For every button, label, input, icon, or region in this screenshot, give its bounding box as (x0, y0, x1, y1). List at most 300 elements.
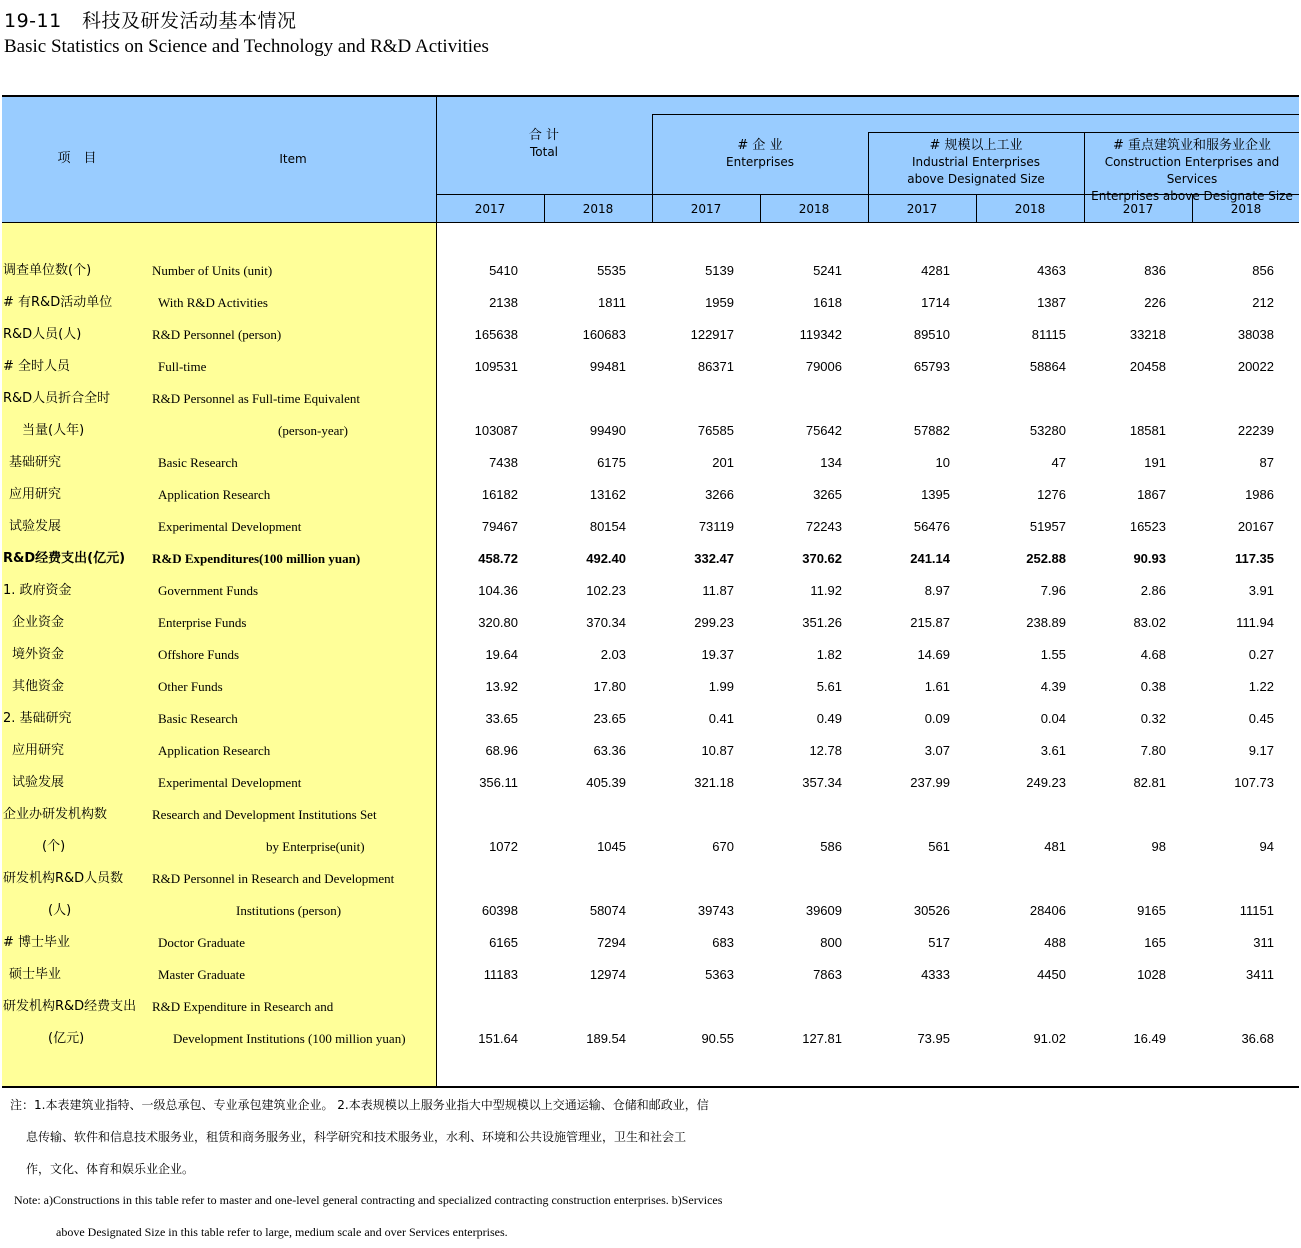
row-value: 370.34 (586, 615, 626, 630)
table-row (0, 767, 1301, 799)
row-value: 30526 (913, 903, 950, 918)
row-value: 3265 (813, 487, 842, 502)
header-item-cn: 项 目 (57, 151, 97, 166)
row-value (850, 863, 950, 895)
row-value: 458.72 (478, 551, 518, 566)
row-value: 81115 (1031, 327, 1066, 342)
row-label-cn: 企业资金 (12, 615, 65, 630)
row-value: 311 (1253, 935, 1274, 950)
row-value: 11183 (483, 967, 518, 982)
row-value (966, 799, 1066, 831)
row-value: 0.45 (1248, 711, 1274, 726)
row-value (526, 991, 626, 1023)
table-row (0, 287, 1301, 319)
header-top-rule (2, 95, 1299, 97)
row-value: 561 (928, 839, 950, 854)
row-label-en: Development Institutions (100 million yuan) (173, 1031, 406, 1046)
row-value: 3.61 (1040, 743, 1066, 758)
table-row (0, 479, 1301, 511)
row-label-cn: # 博士毕业 (3, 935, 71, 950)
row-value: 12.78 (809, 743, 842, 758)
row-value: 11151 (1239, 903, 1274, 918)
header-group-enterprises: # 企 业 Enterprises (726, 138, 794, 169)
row-value (1174, 991, 1274, 1023)
header-item-en: Item (279, 152, 307, 166)
row-value: 5363 (705, 967, 734, 982)
row-value: 6165 (489, 935, 518, 950)
row-label-en: Other Funds (158, 679, 223, 694)
row-value (1066, 799, 1166, 831)
row-value: 107.73 (1234, 775, 1274, 790)
table-row (0, 1023, 1301, 1055)
row-value: 405.39 (586, 775, 626, 790)
row-value: 1028 (1137, 967, 1166, 982)
row-value: 19.37 (701, 647, 734, 662)
table-title-cn (4, 6, 297, 33)
row-value: 98 (1151, 839, 1166, 854)
row-value: 11.92 (810, 583, 842, 598)
row-value: 4363 (1037, 263, 1066, 278)
row-value: 103087 (474, 423, 518, 438)
row-value: 18581 (1129, 423, 1166, 438)
row-value: 321.18 (694, 775, 734, 790)
row-value (634, 863, 734, 895)
note-en-line-1: Note: a)Constructions in this table refer to master and one-level general contracting and specialized contracting construction enterprises. b)Services (14, 1193, 723, 1207)
row-value: 3266 (705, 487, 734, 502)
row-label-en: Application Research (158, 743, 271, 758)
row-value: 836 (1144, 263, 1166, 278)
table-row (0, 383, 1301, 415)
header-year: 2017 (1122, 202, 1154, 216)
row-value: 1.55 (1040, 647, 1066, 662)
row-value: 11.87 (702, 583, 734, 598)
row-value: 122917 (690, 327, 734, 342)
row-value: 351.26 (802, 615, 842, 630)
row-value: 9165 (1137, 903, 1166, 918)
row-value: 165 (1144, 935, 1166, 950)
header-year: 2018 (798, 202, 830, 216)
row-label-cn: 其他资金 (12, 679, 65, 694)
row-value: 10.87 (701, 743, 734, 758)
row-value: 109531 (474, 359, 518, 374)
row-value: 51957 (1029, 519, 1066, 534)
row-value: 76585 (697, 423, 734, 438)
row-value: 4.39 (1040, 679, 1066, 694)
row-value: 91.02 (1033, 1031, 1066, 1046)
row-value: 10 (935, 455, 950, 470)
row-value (1174, 383, 1274, 415)
row-value: 73119 (698, 519, 734, 534)
row-value: 47 (1051, 455, 1066, 470)
row-value (966, 863, 1066, 895)
row-value: 83.02 (1133, 615, 1166, 630)
row-value: 1072 (489, 839, 518, 854)
row-value: 99481 (589, 359, 626, 374)
row-value: 1986 (1245, 487, 1274, 502)
row-value (1174, 799, 1274, 831)
row-value: 1811 (598, 295, 626, 310)
table-row (0, 607, 1301, 639)
row-value: 16523 (1129, 519, 1166, 534)
row-value: 7863 (813, 967, 842, 982)
row-label-cn: 研发机构R&D经费支出 (3, 999, 137, 1014)
row-value: 23.65 (593, 711, 626, 726)
row-value: 3411 (1246, 967, 1274, 982)
row-value: 104.36 (478, 583, 518, 598)
row-label-en: With R&D Activities (158, 295, 268, 310)
row-value: 1867 (1137, 487, 1166, 502)
row-label-en: Offshore Funds (158, 647, 240, 662)
row-value: 481 (1044, 839, 1066, 854)
row-value: 89510 (913, 327, 950, 342)
row-value: 237.99 (910, 775, 950, 790)
row-value: 683 (712, 935, 734, 950)
header-year: 2017 (474, 202, 506, 216)
row-label-cn: (个) (42, 839, 66, 854)
table-row (0, 319, 1301, 351)
row-value: 13162 (589, 487, 626, 502)
row-value: 670 (712, 839, 734, 854)
table-row (0, 255, 1301, 287)
row-value: 56476 (913, 519, 950, 534)
row-value: 1.61 (924, 679, 950, 694)
row-value: 20022 (1237, 359, 1274, 374)
row-label-cn: 当量(人年) (22, 423, 85, 438)
row-value: 16182 (481, 487, 518, 502)
row-label-cn: 试验发展 (12, 775, 65, 790)
row-value: 212 (1252, 295, 1274, 310)
row-value (742, 863, 842, 895)
row-value: 1959 (705, 295, 734, 310)
row-label-en: R&D Expenditures(100 million yuan) (152, 551, 361, 566)
row-value: 28406 (1029, 903, 1066, 918)
header-rule (868, 132, 1299, 133)
row-value: 1618 (813, 295, 842, 310)
table-row (0, 991, 1301, 1023)
row-value: 299.23 (694, 615, 734, 630)
row-value: 87 (1259, 455, 1274, 470)
table-title-cn-text: 科技及研发活动基本情况 (82, 10, 297, 32)
table-row (0, 447, 1301, 479)
row-value: 856 (1252, 263, 1274, 278)
row-label-cn: R&D人员(人) (3, 327, 82, 342)
row-value: 9.17 (1248, 743, 1274, 758)
row-value: 4333 (921, 967, 950, 982)
header-group-industrial: # 规模以上工业 Industrial Enterprises above Designated Size (907, 138, 1045, 186)
header-year: 2018 (1230, 202, 1262, 216)
row-label-cn: (亿元) (48, 1031, 85, 1046)
row-value: 320.80 (478, 615, 518, 630)
row-value: 7.80 (1140, 743, 1166, 758)
row-value (742, 383, 842, 415)
row-label-en: R&D Personnel in Research and Development (152, 871, 395, 886)
row-value: 22239 (1237, 423, 1274, 438)
row-value: 356.11 (479, 775, 518, 790)
table-row (0, 927, 1301, 959)
row-value: 586 (820, 839, 842, 854)
header-year: 2017 (690, 202, 722, 216)
row-value (634, 991, 734, 1023)
table-number: 19-11 (4, 10, 62, 32)
row-value: 58864 (1029, 359, 1066, 374)
row-value (418, 991, 518, 1023)
row-value: 488 (1044, 935, 1066, 950)
row-value: 1714 (921, 295, 950, 310)
row-value: 39743 (697, 903, 734, 918)
row-value: 492.40 (586, 551, 626, 566)
row-value (966, 383, 1066, 415)
row-value: 201 (712, 455, 734, 470)
header-year: 2017 (906, 202, 938, 216)
row-value: 117.35 (1234, 551, 1274, 566)
row-value: 94 (1259, 839, 1274, 854)
row-value: 73.95 (917, 1031, 950, 1046)
row-label-cn: # 全时人员 (3, 359, 71, 374)
row-value: 2.03 (600, 647, 626, 662)
row-label-en: Experimental Development (158, 775, 302, 790)
row-value: 7438 (489, 455, 518, 470)
row-value: 1.99 (708, 679, 734, 694)
table-row (0, 799, 1301, 831)
row-value: 5139 (705, 263, 734, 278)
table-row (0, 831, 1301, 863)
row-value: 13.92 (485, 679, 518, 694)
table-row (0, 863, 1301, 895)
row-value: 5241 (813, 263, 842, 278)
row-value (850, 991, 950, 1023)
row-value: 102.23 (586, 583, 626, 598)
row-value: 5535 (597, 263, 626, 278)
note-cn-line-1: 注：1.本表建筑业指特、一级总承包、专业承包建筑业企业。 2.本表规模以上服务业指大中型规模以上交通运输、仓储和邮政业，信 (10, 1098, 709, 1112)
row-value (418, 799, 518, 831)
row-value: 0.27 (1248, 647, 1274, 662)
row-value (418, 863, 518, 895)
row-value: 151.64 (478, 1031, 518, 1046)
row-value: 75642 (805, 423, 842, 438)
row-value (850, 799, 950, 831)
row-value: 0.32 (1140, 711, 1166, 726)
header-year: 2018 (582, 202, 614, 216)
row-value: 16.49 (1133, 1031, 1166, 1046)
row-value: 79467 (481, 519, 518, 534)
row-value: 127.81 (802, 1031, 842, 1046)
table-row (0, 511, 1301, 543)
table-row (0, 895, 1301, 927)
row-label-cn: 2. 基础研究 (3, 711, 72, 726)
row-value (526, 383, 626, 415)
row-value: 0.41 (708, 711, 734, 726)
row-value: 249.23 (1026, 775, 1066, 790)
row-label-cn: (人) (48, 903, 72, 918)
row-label-en: Basic Research (158, 455, 238, 470)
row-value: 90.93 (1133, 551, 1166, 566)
row-label-cn: 应用研究 (12, 743, 65, 758)
row-value (1066, 991, 1166, 1023)
row-label-cn: # 有R&D活动单位 (3, 295, 113, 310)
row-value: 134 (820, 455, 842, 470)
row-value: 36.68 (1241, 1031, 1274, 1046)
row-value: 68.96 (485, 743, 518, 758)
row-value (526, 863, 626, 895)
row-value: 191 (1144, 455, 1166, 470)
row-value: 7294 (597, 935, 626, 950)
row-value: 3.07 (924, 743, 950, 758)
row-value: 1387 (1037, 295, 1066, 310)
row-value: 38038 (1237, 327, 1274, 342)
row-value: 80154 (589, 519, 626, 534)
table-row (0, 543, 1301, 575)
row-value: 60398 (481, 903, 518, 918)
row-label-cn: 硕士毕业 (9, 967, 62, 982)
table-row (0, 415, 1301, 447)
row-value: 58074 (589, 903, 626, 918)
row-value: 215.87 (910, 615, 950, 630)
row-value: 1395 (921, 487, 950, 502)
note-cn-line-3: 作，文化、体育和娱乐业企业。 (26, 1162, 195, 1176)
row-value (850, 383, 950, 415)
header-group-total: 合 计 Total (528, 128, 560, 159)
row-value (418, 383, 518, 415)
row-value: 14.69 (917, 647, 950, 662)
row-value (1066, 383, 1166, 415)
row-label-en: Master Graduate (158, 967, 245, 982)
row-value: 33218 (1129, 327, 1166, 342)
row-value (634, 799, 734, 831)
row-value: 241.14 (910, 551, 950, 566)
row-value: 800 (820, 935, 842, 950)
row-value: 0.09 (924, 711, 950, 726)
row-value (1174, 863, 1274, 895)
row-value: 86371 (697, 359, 734, 374)
row-label-en: R&D Expenditure in Research and (152, 999, 334, 1014)
row-value: 0.49 (816, 711, 842, 726)
row-value: 65793 (913, 359, 950, 374)
row-value: 2138 (489, 295, 518, 310)
row-value: 53280 (1029, 423, 1066, 438)
table-row (0, 639, 1301, 671)
row-value: 19.64 (485, 647, 518, 662)
row-value: 1045 (597, 839, 626, 854)
row-value (634, 383, 734, 415)
row-value: 5410 (489, 263, 518, 278)
row-value (742, 991, 842, 1023)
row-label-cn: 基础研究 (9, 455, 62, 470)
table-row (0, 735, 1301, 767)
row-value (1066, 863, 1166, 895)
row-value: 1.22 (1248, 679, 1274, 694)
row-value: 6175 (597, 455, 626, 470)
table-row (0, 575, 1301, 607)
table-title-en: Basic Statistics on Science and Technology and R&D Activities (4, 36, 489, 57)
row-value (526, 799, 626, 831)
row-label-en: R&D Personnel (person) (152, 327, 282, 342)
table-row (0, 671, 1301, 703)
row-value: 5.61 (816, 679, 842, 694)
table-row (0, 959, 1301, 991)
row-value: 82.81 (1133, 775, 1166, 790)
row-label-en: Full-time (158, 359, 207, 374)
row-label-cn: 境外资金 (12, 647, 65, 662)
row-value: 119342 (799, 327, 842, 342)
row-value: 8.97 (924, 583, 950, 598)
row-value: 63.36 (593, 743, 626, 758)
row-label-en: Doctor Graduate (158, 935, 245, 950)
row-label-en: Government Funds (158, 583, 259, 598)
row-value: 2.86 (1140, 583, 1166, 598)
table-row (0, 703, 1301, 735)
row-value: 517 (928, 935, 950, 950)
row-value (742, 799, 842, 831)
row-label-en: Basic Research (158, 711, 238, 726)
header-year: 2018 (1014, 202, 1046, 216)
note-en-line-2: above Designated Size in this table refer to large, medium scale and over Services enterprises. (56, 1225, 508, 1239)
row-label-en: Enterprise Funds (158, 615, 247, 630)
row-label-cn: 研发机构R&D人员数 (3, 871, 124, 886)
table-bottom-rule (2, 1086, 1299, 1088)
note-cn-line-2: 息传输、软件和信息技术服务业，租赁和商务服务业，科学研究和技术服务业，水利、环境和公共设施管理业，卫生和社会工 (26, 1130, 687, 1144)
row-value: 20167 (1237, 519, 1274, 534)
row-value: 99490 (589, 423, 626, 438)
row-value: 1276 (1037, 487, 1066, 502)
row-label-cn: 试验发展 (9, 519, 62, 534)
row-value: 39609 (805, 903, 842, 918)
row-value: 252.88 (1026, 551, 1066, 566)
row-value: 72243 (805, 519, 842, 534)
row-value: 165638 (474, 327, 518, 342)
row-value: 4450 (1037, 967, 1066, 982)
row-value: 79006 (805, 359, 842, 374)
row-value: 4.68 (1140, 647, 1166, 662)
row-label-cn: R&D人员折合全时 (3, 391, 111, 406)
row-value: 20458 (1129, 359, 1166, 374)
row-value: 1.82 (816, 647, 842, 662)
row-value: 0.04 (1040, 711, 1066, 726)
row-value: 357.34 (802, 775, 842, 790)
row-value: 57882 (913, 423, 950, 438)
row-value: 189.54 (586, 1031, 626, 1046)
row-value: 226 (1144, 295, 1166, 310)
row-value: 332.47 (694, 551, 734, 566)
row-value: 90.55 (701, 1031, 734, 1046)
table-row (0, 351, 1301, 383)
row-value: 160683 (582, 327, 626, 342)
row-value (966, 991, 1066, 1023)
row-value: 370.62 (802, 551, 842, 566)
row-label-en: (person-year) (278, 423, 349, 438)
row-label-cn: 1. 政府资金 (3, 583, 72, 598)
row-value: 33.65 (485, 711, 518, 726)
row-label-cn: 调查单位数(个) (3, 263, 92, 278)
row-value: 17.80 (593, 679, 626, 694)
row-value: 12974 (589, 967, 626, 982)
row-value: 4281 (921, 263, 950, 278)
row-label-en: R&D Personnel as Full-time Equivalent (152, 391, 360, 406)
row-value: 111.94 (1236, 615, 1274, 630)
row-label-cn: R&D经费支出(亿元) (3, 551, 126, 566)
row-label-en: Research and Development Institutions Set (152, 807, 377, 822)
row-label-en: Institutions (person) (236, 903, 342, 918)
row-label-cn: 企业办研发机构数 (3, 807, 108, 822)
row-label-cn: 应用研究 (9, 487, 62, 502)
header-group-construction-services: # 重点建筑业和服务业企业 Construction Enterprises and Services Enterprises above Designate Size (1091, 138, 1293, 203)
row-label-en: Number of Units (unit) (152, 263, 273, 278)
row-value: 7.96 (1040, 583, 1066, 598)
row-value: 3.91 (1248, 583, 1274, 598)
row-value: 0.38 (1140, 679, 1166, 694)
row-label-en: Experimental Development (158, 519, 302, 534)
header-rule (652, 114, 1299, 115)
row-value: 238.89 (1026, 615, 1066, 630)
